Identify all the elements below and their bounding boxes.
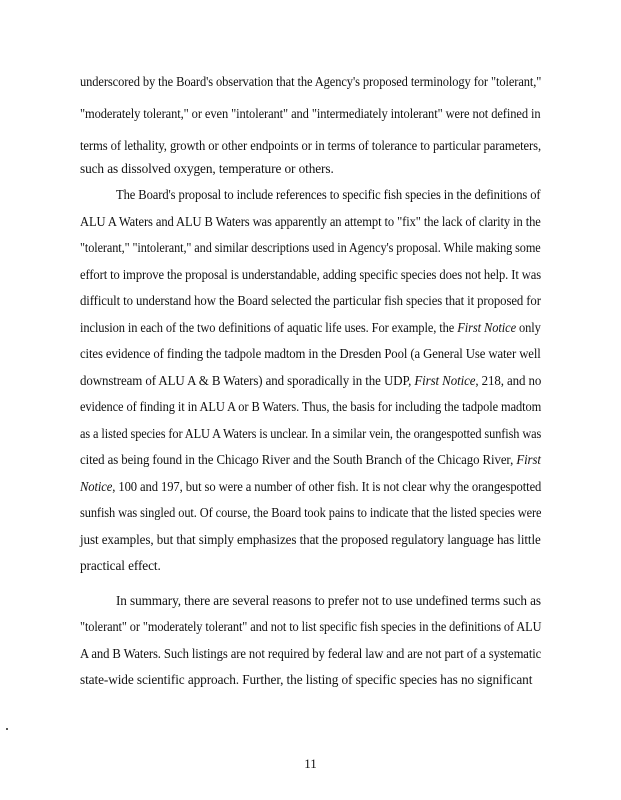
text-line: "tolerant" or "moderately tolerant" and not to list specific fish species in the definitions of ALU — [80, 619, 542, 634]
text-line: The Board's proposal to include references to specific fish species in the definitions of — [116, 187, 541, 202]
page-number: 11 — [304, 756, 317, 771]
text-line: just examples, but that simply emphasizes that the proposed regulatory language has little — [80, 532, 541, 547]
text-line: sunfish was singled out. Of course, the Board took pains to indicate that the listed species were — [80, 505, 542, 520]
text-line: difficult to understand how the Board selected the particular fish species that it proposed for — [80, 293, 541, 308]
text-line: ALU A Waters and ALU B Waters was apparently an attempt to "fix" the lack of clarity in the — [80, 214, 541, 229]
text-line: such as dissolved oxygen, temperature or others. — [80, 161, 334, 176]
text-line: underscored by the Board's observation that the Agency's proposed terminology for "tolerant," — [80, 74, 542, 89]
text-line: effort to improve the proposal is understandable, adding specific species does not help. It was — [80, 267, 542, 282]
text-line: cited as being found in the Chicago River and the South Branch of the Chicago River, First — [80, 452, 541, 467]
scan-artifact — [6, 728, 8, 730]
text-line: terms of lethality, growth or other endpoints or in terms of tolerance to particular parameters, — [80, 138, 542, 153]
text-line: evidence of finding it in ALU A or B Waters. Thus, the basis for including the tadpole madtom — [80, 399, 542, 414]
text-line: state-wide scientific approach. Further, the listing of specific species has no significant — [80, 672, 533, 687]
text-line: In summary, there are several reasons to prefer not to use undefined terms such as — [116, 593, 541, 608]
text-line: "tolerant," "intolerant," and similar descriptions used in Agency's proposal. While making some — [80, 240, 541, 255]
text-line: downstream of ALU A & B Waters) and sporadically in the UDP, First Notice, 218, and no — [80, 373, 542, 388]
text-line: as a listed species for ALU A Waters is unclear. In a similar vein, the orangespotted sunfish was — [80, 426, 542, 441]
text-line: A and B Waters. Such listings are not required by federal law and are not part of a systematic — [80, 646, 542, 661]
text-line: inclusion in each of the two definitions of aquatic life uses. For example, the First Notice only — [80, 320, 541, 335]
text-line: Notice, 100 and 197, but so were a number of other fish. It is not clear why the orangespotted — [80, 479, 542, 494]
text-line: "moderately tolerant," or even "intolerant" and "intermediately intolerant" were not defined in — [80, 106, 541, 121]
text-line: practical effect. — [80, 558, 161, 573]
text-line: cites evidence of finding the tadpole madtom in the Dresden Pool (a General Use water well — [80, 346, 541, 361]
